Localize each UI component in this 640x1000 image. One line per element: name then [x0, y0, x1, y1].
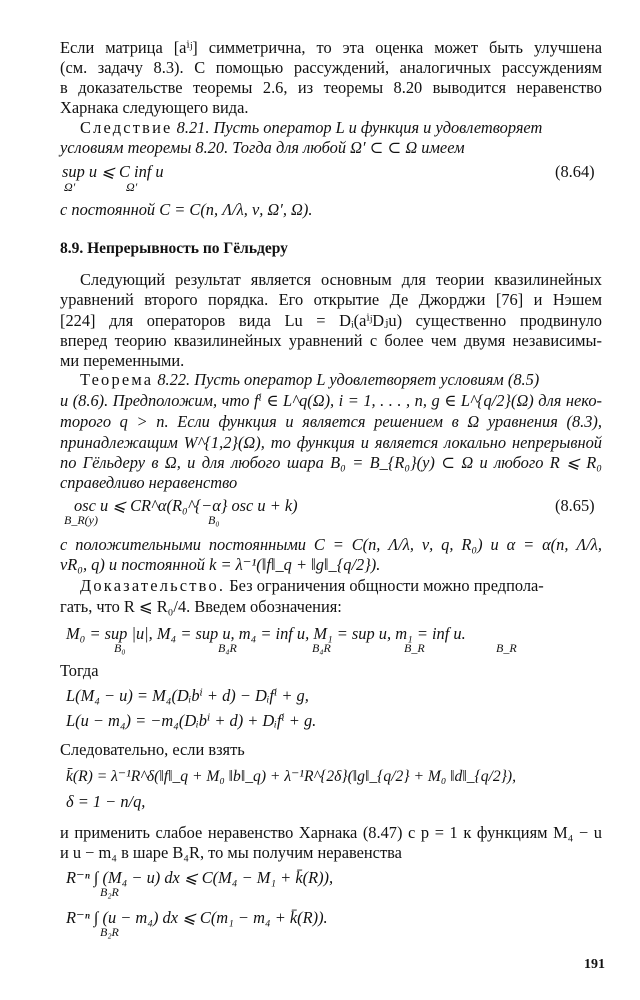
proof-line	[80, 576, 544, 595]
text-line: ми переменными.	[60, 351, 185, 370]
theorem-text: 8.22. Пусть оператор L удовлетворяет условиям (8.5)	[153, 370, 540, 389]
proof-label: Доказательство.	[80, 576, 226, 595]
eq-subscript: B₀	[208, 513, 220, 527]
equation-delta: δ = 1 − n/q,	[66, 792, 146, 811]
equation-k-bar: k̄(R) = λ⁻¹R^δ(‖f‖_q + M₀ ‖b‖_q) + λ⁻¹R^{2δ}(‖g‖_{q/2} + M₀ ‖d‖_{q/2}),	[66, 768, 517, 785]
eq-subscript: B₂R	[100, 885, 119, 899]
page-number: 191	[584, 957, 605, 972]
theorem-line: по Гёльдеру в Ω, и для любого шара B₀ = B_{R₀}(y) ⊂ Ω и любого R ⩽ R₀	[60, 453, 602, 472]
theorem-constant: νR₀, q) и постоянной k = λ⁻¹(‖f‖_q + ‖g‖_{q/2}).	[60, 555, 381, 574]
text-line: Следующий результат является основным для теории квазилинейных	[80, 270, 602, 289]
corollary-text: 8.21. Пусть оператор L и функция и удовлетворяет	[172, 118, 543, 137]
notation-equation: M₀ = sup |u|, M₄ = sup u, m₄ = inf u, M₁ = sup u, m₁ = inf u.	[66, 624, 466, 643]
eq-subscript: B₂R	[100, 925, 119, 939]
corollary-label: Следствие	[80, 118, 173, 137]
text-line: Если матрица [aⁱʲ] симметрична, то эта оценка может быть улучшена	[60, 38, 602, 57]
theorem-line: принадлежащим W^{1,2}(Ω), то функция и является локально непрерывной	[60, 433, 602, 452]
equation-8-64: sup u ⩽ C inf u	[62, 162, 164, 181]
eq-subscript: B₄R	[218, 641, 237, 655]
corollary-line	[80, 118, 542, 137]
text-line: (см. задачу 8.3). С помощью рассуждений, аналогичных рассуждениям	[60, 58, 602, 77]
text-line: вперед теорию квазилинейных уравнений с более чем двумя независимы-	[60, 331, 602, 350]
inequality-1: R⁻ⁿ ∫ (M₄ − u) dx ⩽ C(M₄ − M₁ + k̄(R)),	[66, 868, 334, 887]
eq-subscript: B₄R	[312, 641, 331, 655]
inequality-2: R⁻ⁿ ∫ (u − m₄) dx ⩽ C(m₁ − m₄ + k̄(R)).	[66, 908, 328, 927]
text-line: в доказательстве теоремы 2.6, из теоремы 8.20 выводится неравенство	[60, 78, 602, 97]
theorem-line: и (8.6). Предположим, что fⁱ ∈ L^q(Ω), i = 1, . . . , n, g ∈ L^{q/2}(Ω) для неко-	[60, 391, 602, 410]
eq-subscript: B_R	[404, 641, 425, 655]
eq-subscript: B₀	[114, 641, 126, 655]
theorem-constant: с положительными постоянными C = C(n, Λ/λ, ν, q, R₀) и α = α(n, Λ/λ,	[60, 535, 602, 554]
section-heading: 8.9. Непрерывность по Гёльдеру	[60, 240, 288, 257]
text-line: Харнака следующего вида.	[60, 98, 249, 117]
text-line: [224] для операторов вида Lu = Dᵢ(aⁱʲDⱼu) существенно продвинуло	[60, 311, 602, 330]
eq-subscript: B_R(y)	[64, 513, 98, 527]
text-line: Следовательно, если взять	[60, 740, 245, 759]
text-line: и u − m₄ в шаре B₄R, то мы получим неравенства	[60, 843, 402, 862]
equation-8-65: osc u ⩽ CR^α(R₀^{−α} osc u + k)	[74, 496, 298, 515]
text-line: и применить слабое неравенство Харнака (8.47) с p = 1 к функциям M₄ − u	[60, 823, 602, 842]
equation-L2: L(u − m₄) = −m₄(Dᵢbⁱ + d) + Dᵢfⁱ + g.	[66, 711, 317, 730]
proof-text: Без ограничения общности можно предпола-	[225, 576, 544, 595]
equation-L1: L(M₄ − u) = M₄(Dᵢbⁱ + d) − Dᵢfⁱ + g,	[66, 686, 309, 705]
theorem-label: Теорема	[80, 370, 154, 389]
text-line: Тогда	[60, 661, 99, 680]
text-line: уравнений второго порядка. Его открытие Де Джорджи [76] и Нэшем	[60, 290, 602, 309]
equation-number: (8.65)	[555, 496, 595, 515]
eq-subscript: Ω′	[64, 180, 76, 194]
theorem-line	[80, 370, 539, 389]
theorem-line: справедливо неравенство	[60, 473, 238, 492]
eq-subscript: B_R	[496, 641, 517, 655]
theorem-line: торого q > n. Если функция и является решением в Ω уравнения (8.3),	[60, 412, 602, 431]
corollary-line-2: условиям теоремы 8.20. Тогда для любой Ω′ ⊂ ⊂ Ω имеем	[60, 138, 465, 157]
corollary-constant: с постоянной C = C(n, Λ/λ, ν, Ω′, Ω).	[60, 200, 313, 219]
equation-number: (8.64)	[555, 162, 595, 181]
eq-subscript: Ω′	[126, 180, 138, 194]
proof-line-2: гать, что R ⩽ R₀/4. Введем обозначения:	[60, 597, 342, 616]
